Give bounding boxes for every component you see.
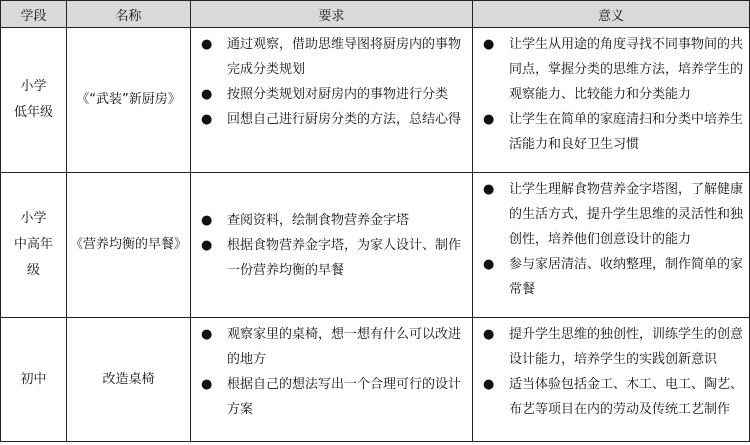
significance-text: 让学生从用途的角度寻找不同事物间的共同点，掌握分类的思维方法，培养学生的观察能力、比较能力和分类能力 [509, 37, 744, 102]
bullet-icon: ● [201, 237, 213, 253]
header-row [1, 1, 750, 28]
bullet-icon: ● [201, 377, 213, 392]
header-requirements: 要求 [191, 1, 473, 28]
header-stage: 学段 [1, 1, 67, 28]
table-row [1, 28, 750, 173]
requirement-text: 观察家里的桌椅，想一想有什么可以改进的地方 [227, 327, 462, 367]
bullet-icon: ● [201, 112, 213, 127]
list-item [199, 208, 466, 233]
significance-cell [473, 318, 750, 442]
bullet-icon: ● [201, 327, 213, 342]
significance-text: 让学生在简单的家庭清扫和分类中培养生活能力和良好卫生习惯 [509, 112, 744, 152]
stage-line: 小学 [20, 211, 47, 226]
requirement-text: 按照分类规划对厨房内的事物进行分类 [227, 87, 449, 102]
bullet-icon: ● [483, 112, 495, 127]
bullet-icon: ● [201, 87, 213, 102]
significance-text: 提升学生思维的独创性，训练学生的创意设计能力，培养学生的实践创新意识 [509, 327, 744, 367]
requirement-text: 根据食物营养金字塔，为家人设计、制作一份营养均衡的早餐 [227, 237, 462, 278]
significance-text: 让学生理解食物营养金字塔图，了解健康的生活方式，提升学生思维的灵活性和独创性，培养他们创意设计的能力 [509, 182, 744, 247]
requirements-cell [191, 173, 473, 318]
activity-name: 《营养均衡的早餐》 [67, 173, 191, 318]
list-item [481, 177, 743, 252]
list-item [481, 372, 743, 422]
requirement-text: 回想自己进行厨房分类的方法，总结心得 [227, 112, 462, 127]
stage-cell [1, 318, 67, 442]
bullet-icon: ● [483, 257, 495, 272]
stage-cell [1, 173, 67, 318]
header-significance: 意义 [473, 1, 750, 28]
bullet-icon: ● [483, 182, 495, 197]
stage-line: 小学 [20, 79, 47, 94]
list-item [199, 32, 466, 82]
stage-cell [1, 28, 67, 173]
list-item [199, 82, 466, 107]
activity-name: 《“武装”新厨房》 [67, 28, 191, 173]
bullet-icon: ● [483, 37, 495, 52]
significance-cell [473, 28, 750, 173]
requirements-cell [191, 318, 473, 442]
significance-text: 适当体验包括金工、木工、电工、陶艺、布艺等项目在内的劳动及传统工艺制作 [509, 377, 744, 417]
requirements-cell [191, 28, 473, 173]
list-item [199, 107, 466, 132]
bullet-icon: ● [201, 37, 213, 52]
stage-line: 初中 [20, 371, 47, 387]
bullet-icon: ● [483, 377, 495, 392]
table-row [1, 318, 750, 442]
list-item [481, 322, 743, 372]
stage-line: 中高年 [13, 237, 53, 252]
activity-name: 改造桌椅 [67, 318, 191, 442]
requirement-text: 通过观察，借助思维导图将厨房内的事物完成分类规划 [227, 37, 462, 77]
bullet-icon: ● [201, 212, 213, 228]
significance-text: 参与家居清洁、收纳整理，制作简单的家常餐 [509, 257, 744, 297]
significance-cell [473, 173, 750, 318]
list-item [199, 233, 466, 283]
stage-line: 低年级 [13, 105, 53, 120]
stage-line: 级 [26, 263, 40, 278]
list-item [481, 252, 743, 302]
table-row [1, 173, 750, 318]
requirement-text: 根据自己的想法写出一个合理可行的设计方案 [227, 377, 462, 417]
list-item [481, 107, 743, 157]
list-item [481, 32, 743, 107]
requirement-text: 查阅资料，绘制食物营养金字塔 [227, 212, 410, 228]
list-item [199, 372, 466, 422]
bullet-icon: ● [483, 327, 495, 342]
header-name: 名称 [67, 1, 191, 28]
list-item [199, 322, 466, 372]
